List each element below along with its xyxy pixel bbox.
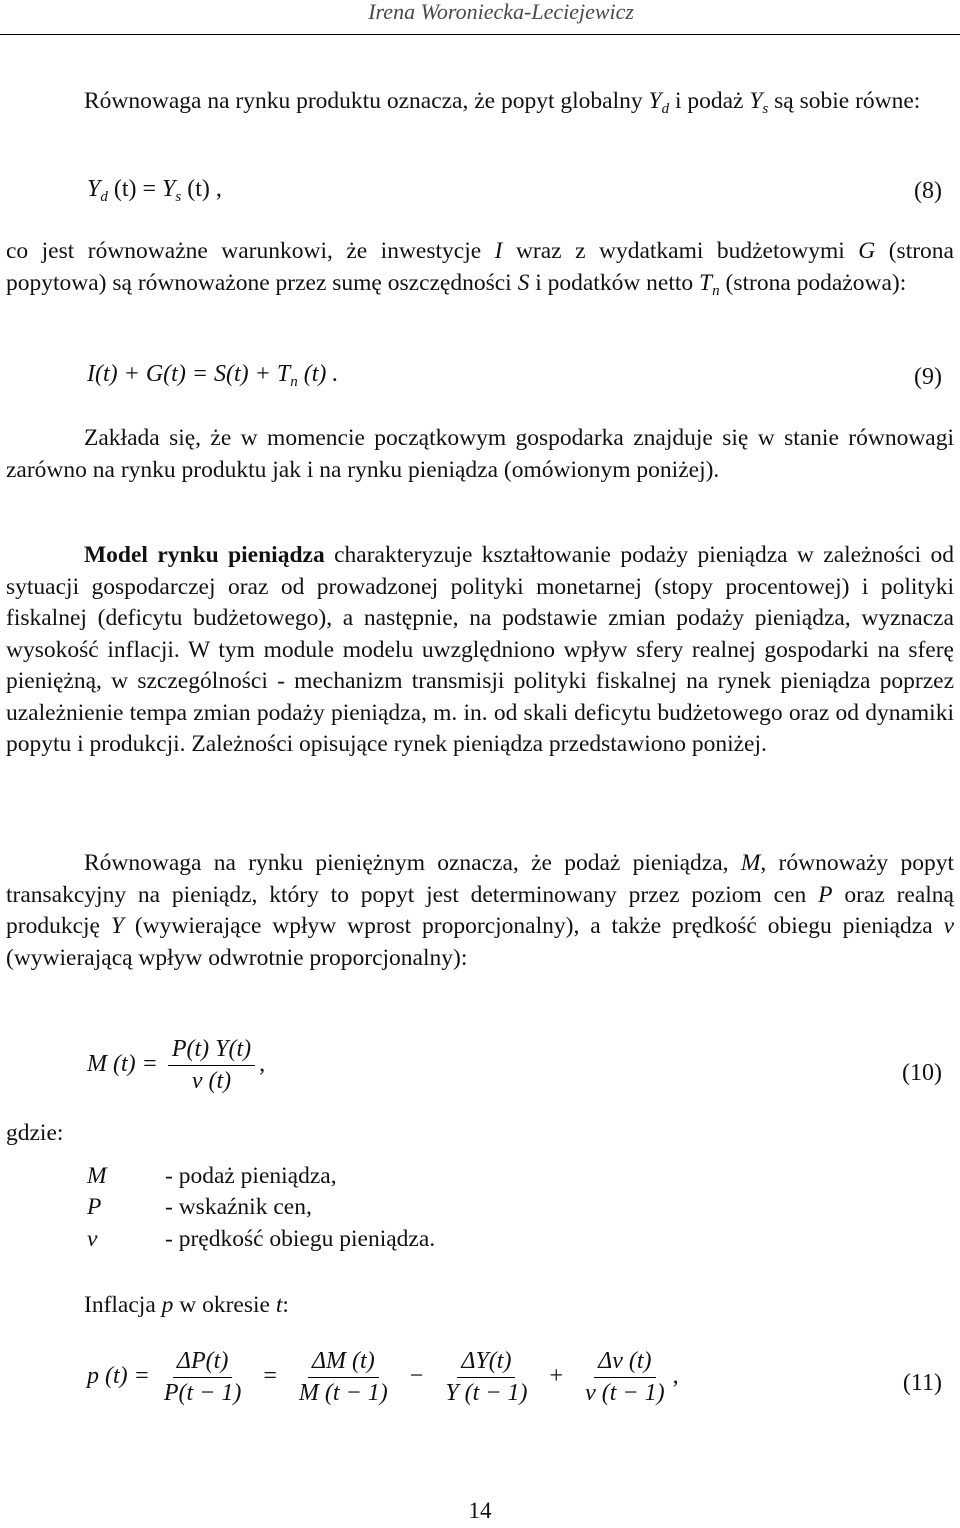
- eq-lhs: M (t) =: [87, 1051, 158, 1078]
- equation-10: [87, 1036, 265, 1095]
- where-label: gdzie:: [6, 1120, 64, 1146]
- sub: s: [175, 189, 182, 205]
- subscript-d: d: [661, 101, 670, 117]
- var-v: v: [943, 913, 954, 939]
- symbol: v: [87, 1226, 98, 1252]
- page-number: 14: [468, 1498, 492, 1523]
- text: charakteryzuje kształtowanie podaży pieniądza w zależności od sytuacji gospodarczej oraz od prowadzonej polityki monetarnej (stopy procentowej) i polityki fiskalnej (deficytu budżetowego), a następnie, na podstawie zmian podaży pieniądza, wyznacza wysokość inflacji. W tym module modelu uwzględniono wpływ sfery realnej gospodarki na sferę pieniężną, w szczególności - mechanizm transmisji polityki fiskalnej na rynek pieniądza poprzez uzależnienie tempa zmian podaży pieniądza, m. in. od skali deficytu budżetowego oraz od dynamiki popytu i produkcji. Zależności opisujące rynek pieniądza przedstawiono poniżej.: [6, 542, 954, 757]
- text: Równowaga na rynku produktu oznacza, że popyt globalny: [84, 88, 649, 114]
- eq-text: (t) .: [297, 361, 339, 387]
- text: :: [282, 1292, 289, 1318]
- var-P: P: [818, 881, 833, 908]
- var-p: p: [161, 1292, 174, 1318]
- text: co jest równoważne warunkowi, że inwestycje: [6, 238, 495, 264]
- subscript-n: n: [712, 282, 720, 299]
- equation-8: [87, 176, 222, 203]
- text: oraz realną produkcję: [6, 881, 954, 939]
- var: Y: [87, 176, 101, 202]
- text: wraz z wydatkami budżetowymi: [502, 238, 859, 264]
- symbol: M: [87, 1163, 107, 1189]
- sub: n: [290, 374, 298, 390]
- header-rule: [0, 34, 960, 35]
- numerator: ΔM (t): [308, 1348, 379, 1378]
- symbol-row: [87, 1163, 337, 1190]
- text: Równowaga na rynku pieniężnym oznacza, że podaż pieniądza,: [84, 850, 741, 876]
- equation-number-11: (11): [902, 1370, 942, 1396]
- fraction: [160, 1348, 246, 1407]
- subscript-s: s: [762, 101, 769, 117]
- symbol-description: - wskaźnik cen,: [165, 1194, 312, 1220]
- paragraph-inflation: [6, 1290, 954, 1322]
- text: (wywierającą wpływ odwrotnie proporcjonalny):: [6, 944, 468, 971]
- var-Y: Y: [110, 913, 124, 939]
- var-T: T: [699, 269, 713, 296]
- operator: =: [263, 1363, 277, 1390]
- paragraph-product-equilibrium: [6, 86, 954, 118]
- fraction: [168, 1036, 255, 1095]
- symbol-row: [87, 1226, 435, 1253]
- denominator: v (t): [191, 1068, 232, 1094]
- paragraph-assumption: [6, 423, 954, 486]
- text: (wywierające wpływ wprost proporcjonalny), a także prędkość obiegu pieniądza: [123, 913, 944, 939]
- symbol-description: - podaż pieniądza,: [165, 1163, 337, 1189]
- equation-number-10: (10): [902, 1060, 942, 1086]
- text: są sobie równe:: [768, 88, 921, 114]
- fraction: [295, 1348, 392, 1407]
- text: Zakłada się, że w momencie początkowym gospodarka znajduje się w stanie równowagi zarówno na rynku produktu jak i na rynku pieniądza (omówionym poniżej).: [6, 425, 954, 483]
- paragraph-money-model: [6, 540, 954, 761]
- denominator: M (t − 1): [298, 1380, 388, 1406]
- paragraph-investment: [6, 236, 954, 299]
- var-I: I: [494, 238, 503, 264]
- eq-tail: ,: [672, 1363, 679, 1390]
- denominator: v (t − 1): [585, 1380, 665, 1406]
- numerator: Δv (t): [594, 1348, 655, 1378]
- var-G: G: [858, 238, 876, 264]
- text: (strona podażowa):: [719, 269, 907, 296]
- eq-text: I(t) + G(t) = S(t) + T: [87, 361, 291, 387]
- equation-11: [87, 1348, 679, 1407]
- var-Y: Y: [749, 88, 763, 114]
- equation-9: [87, 361, 338, 388]
- bold-term: Model rynku pieniądza: [84, 542, 325, 568]
- text: i podaż: [669, 88, 750, 114]
- symbol: P: [87, 1194, 102, 1220]
- eq-text: (t) =: [107, 176, 163, 202]
- numerator: P(t) Y(t): [168, 1036, 255, 1066]
- eq-lhs: p (t) =: [87, 1363, 150, 1390]
- text: Inflacja: [84, 1292, 162, 1318]
- denominator: Y (t − 1): [445, 1380, 528, 1406]
- paragraph-money-equilibrium: [6, 848, 954, 974]
- var: Y: [162, 176, 176, 202]
- symbol-row: [87, 1194, 312, 1221]
- equation-number-9: (9): [914, 364, 942, 390]
- eq-text: (t) ,: [181, 176, 222, 202]
- var-Y: Y: [648, 88, 662, 114]
- var-t: t: [275, 1292, 283, 1318]
- text: i podatków netto: [529, 269, 700, 296]
- operator: −: [409, 1363, 424, 1390]
- running-header: Irena Woroniecka-Leciejewicz: [368, 0, 634, 24]
- operator: +: [549, 1363, 564, 1390]
- symbol-description: - prędkość obiegu pieniądza.: [165, 1226, 436, 1252]
- fraction: [581, 1348, 669, 1407]
- var-M: M: [740, 850, 761, 876]
- sub: d: [100, 189, 108, 205]
- var-S: S: [517, 269, 530, 296]
- numerator: ΔY(t): [457, 1348, 515, 1378]
- text: , równoważy popyt transakcyjny na pieniądz, który to popyt jest determinowany przez poziom cen: [6, 850, 954, 908]
- denominator: P(t − 1): [163, 1380, 242, 1406]
- numerator: ΔP(t): [173, 1348, 232, 1378]
- fraction: [441, 1348, 531, 1407]
- eq-tail: ,: [259, 1051, 266, 1078]
- equation-number-8: (8): [914, 178, 942, 204]
- text: w okresie: [173, 1292, 276, 1318]
- text: (strona popytowa) są równoważone przez sumę oszczędności: [6, 238, 954, 296]
